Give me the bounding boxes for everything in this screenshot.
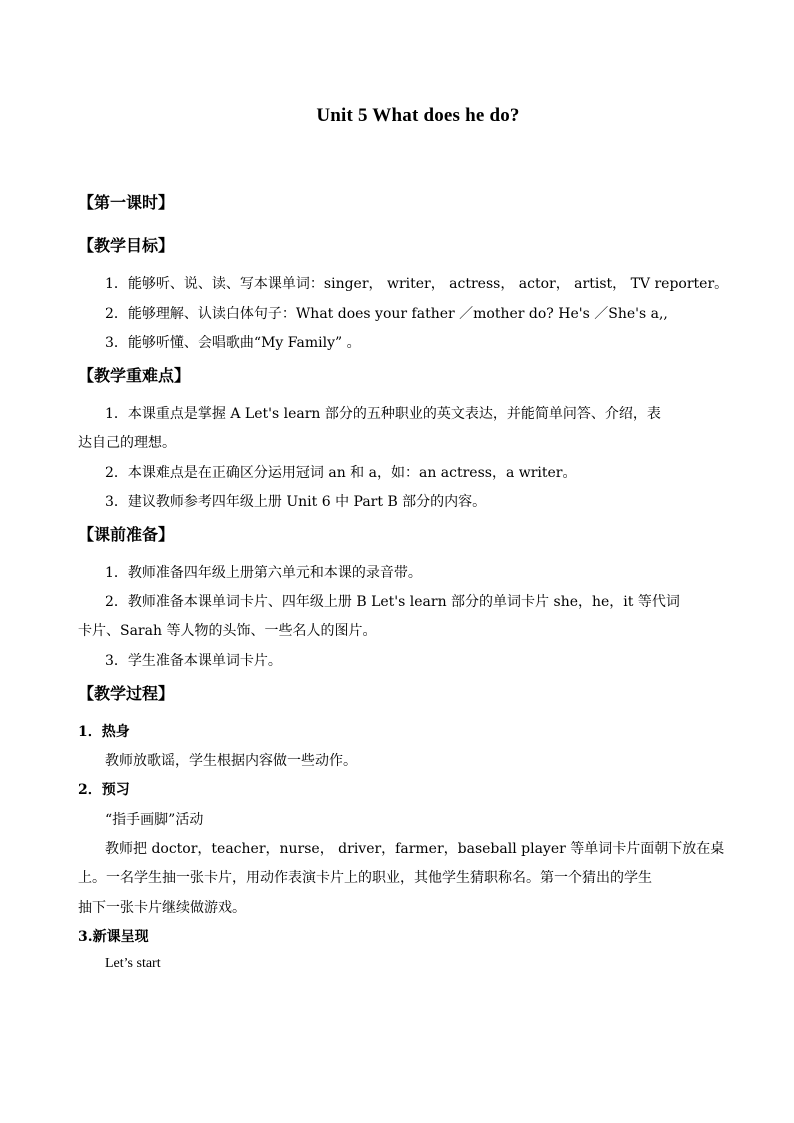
key-points-heading: 【教学重难点】 [78, 366, 191, 385]
key-point-item: 2．本课难点是在正确区分运用冠词 an 和 a，如：an actress，a writer。 [105, 465, 577, 481]
new-lesson-text: Let’s start [105, 956, 161, 971]
process-heading: 【教学过程】 [78, 684, 175, 703]
warmup-text: 教师放歌谣，学生根据内容做一些动作。 [105, 753, 357, 769]
preparation-item: 1．教师准备四年级上册第六单元和本课的录音带。 [105, 565, 422, 581]
preview-activity: “指手画脚”活动 [105, 812, 204, 828]
preview-text: 上。一名学生抽一张卡片，用动作表演卡片上的职业，其他学生猜职称名。第一个猜出的学生 [78, 870, 652, 886]
preparation-item: 卡片、Sarah 等人物的头饰、一些名人的图片。 [78, 623, 377, 639]
lesson-label: 【第一课时】 [78, 193, 175, 212]
preview-text: 抽下一张卡片继续做游戏。 [78, 900, 246, 916]
preparation-item: 3．学生准备本课单词卡片。 [105, 653, 282, 669]
page-title: Unit 5 What does he do? [316, 105, 520, 126]
objective-item: 1．能够听、说、读、写本课单词：singer， writer， actress， actor， artist， TV reporter。 [105, 276, 729, 292]
warmup-title: 1．热身 [78, 724, 130, 740]
preparation-heading: 【课前准备】 [78, 525, 175, 544]
preview-text: 教师把 doctor，teacher，nurse， driver，farmer，baseball player 等单词卡片面朝下放在桌 [105, 841, 725, 857]
key-point-item: 1．本课重点是掌握 A Let's learn 部分的五种职业的英文表达，并能简单问答、介绍，表 [105, 406, 661, 422]
objectives-heading: 【教学目标】 [78, 236, 175, 255]
key-point-item: 达自己的理想。 [78, 435, 176, 451]
key-point-item: 3．建议教师参考四年级上册 Unit 6 中 Part B 部分的内容。 [105, 494, 487, 510]
preview-title: 2．预习 [78, 782, 130, 798]
objective-item: 2．能够理解、认读白体句子：What does your father ／mother do? He's ／She's a,, [105, 306, 668, 322]
new-lesson-title: 3.新课呈现 [78, 929, 149, 945]
objective-item: 3．能够听懂、会唱歌曲“My Family” 。 [105, 335, 361, 351]
preparation-item: 2．教师准备本课单词卡片、四年级上册 B Let's learn 部分的单词卡片 she，he，it 等代词 [105, 594, 680, 610]
